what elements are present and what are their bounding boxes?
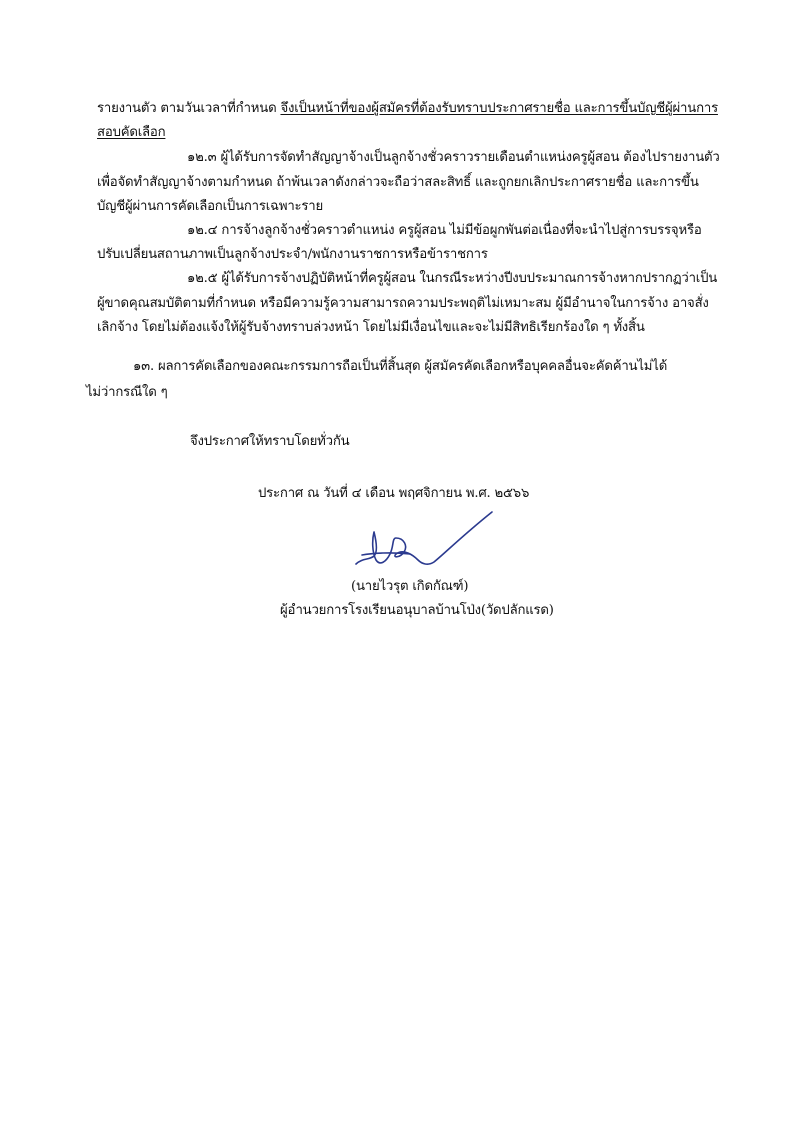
item-12-3-line-1: ๑๒.๓ ผู้ได้รับการจัดทำสัญญาจ้างเป็นลูกจ้างชั่วคราวรายเดือนตำแหน่งครูผู้สอน ต้องไปรายงานตัว <box>187 150 720 165</box>
item-12-4-line-1: ๑๒.๔ การจ้างลูกจ้างชั่วคราวตำแหน่ง ครูผู้สอน ไม่มีข้อผูกพันต่อเนื่องที่จะนำไปสู่การบรรจุหรือ <box>187 223 702 238</box>
signer-title: ผู้อำนวยการโรงเรียนอนุบาลบ้านโป่ง(วัดปลักแรด) <box>280 603 554 618</box>
continuation-text: รายงานตัว ตามวันเวลาที่กำหนด <box>97 101 281 116</box>
item-13-line-1: ๑๓. ผลการคัดเลือกของคณะกรรมการถือเป็นที่สิ้นสุด ผู้สมัครคัดเลือกหรือบุคคลอื่นจะคัดค้านไม่ได้ <box>133 359 668 374</box>
signer-name: (นายไวรุต เกิดกัณฑ์) <box>351 579 469 594</box>
item-12-5-line-3: เลิกจ้าง โดยไม่ต้องแจ้งให้ผู้รับจ้างทราบล่วงหน้า โดยไม่มีเงื่อนไขและจะไม่มีสิทธิเรียกร้องใด ๆ ทั้งสิ้น <box>97 320 645 335</box>
item-13-line-2: ไม่ว่ากรณีใด ๆ <box>86 385 168 400</box>
item-12-5-line-2: ผู้ขาดคุณสมบัติตามที่กำหนด หรือมีความรู้ความสามารถความประพฤติไม่เหมาะสม ผู้มีอำนาจในการจ้าง อาจสั่ง <box>97 296 709 311</box>
item-12-4-line-2: ปรับเปลี่ยนสถานภาพเป็นลูกจ้างประจำ/พนักงานราชการหรือข้าราชการ <box>97 247 488 262</box>
paragraph-continuation-line-1 <box>97 99 718 119</box>
closing-statement: จึงประกาศให้ทราบโดยทั่วกัน <box>190 434 350 449</box>
paragraph-continuation-line-2: สอบคัดเลือก <box>97 125 166 140</box>
item-12-3-line-2: เพื่อจัดทำสัญญาจ้างตามกำหนด ถ้าพ้นเวลาดังกล่าวจะถือว่าสละสิทธิ์ และถูกยกเลิกประกาศรายชื่อ และการขึ้น <box>97 175 699 190</box>
underlined-notice: จึงเป็นหน้าที่ของผู้สมัครที่ต้องรับทราบประกาศรายชื่อ และการขึ้นบัญชีผู้ผ่านการ <box>280 101 718 116</box>
item-12-3-line-3: บัญชีผู้ผ่านการคัดเลือกเป็นการเฉพาะราย <box>97 199 324 214</box>
announcement-date: ประกาศ ณ วันที่ ๔ เดือน พฤศจิกายน พ.ศ. ๒๕๖๖ <box>258 486 530 501</box>
item-12-5-line-1: ๑๒.๕ ผู้ได้รับการจ้างปฏิบัติหน้าที่ครูผู้สอน ในกรณีระหว่างปีงบประมาณการจ้างหากปรากฏว่าเป็น <box>187 271 718 286</box>
signature-image <box>352 508 502 570</box>
